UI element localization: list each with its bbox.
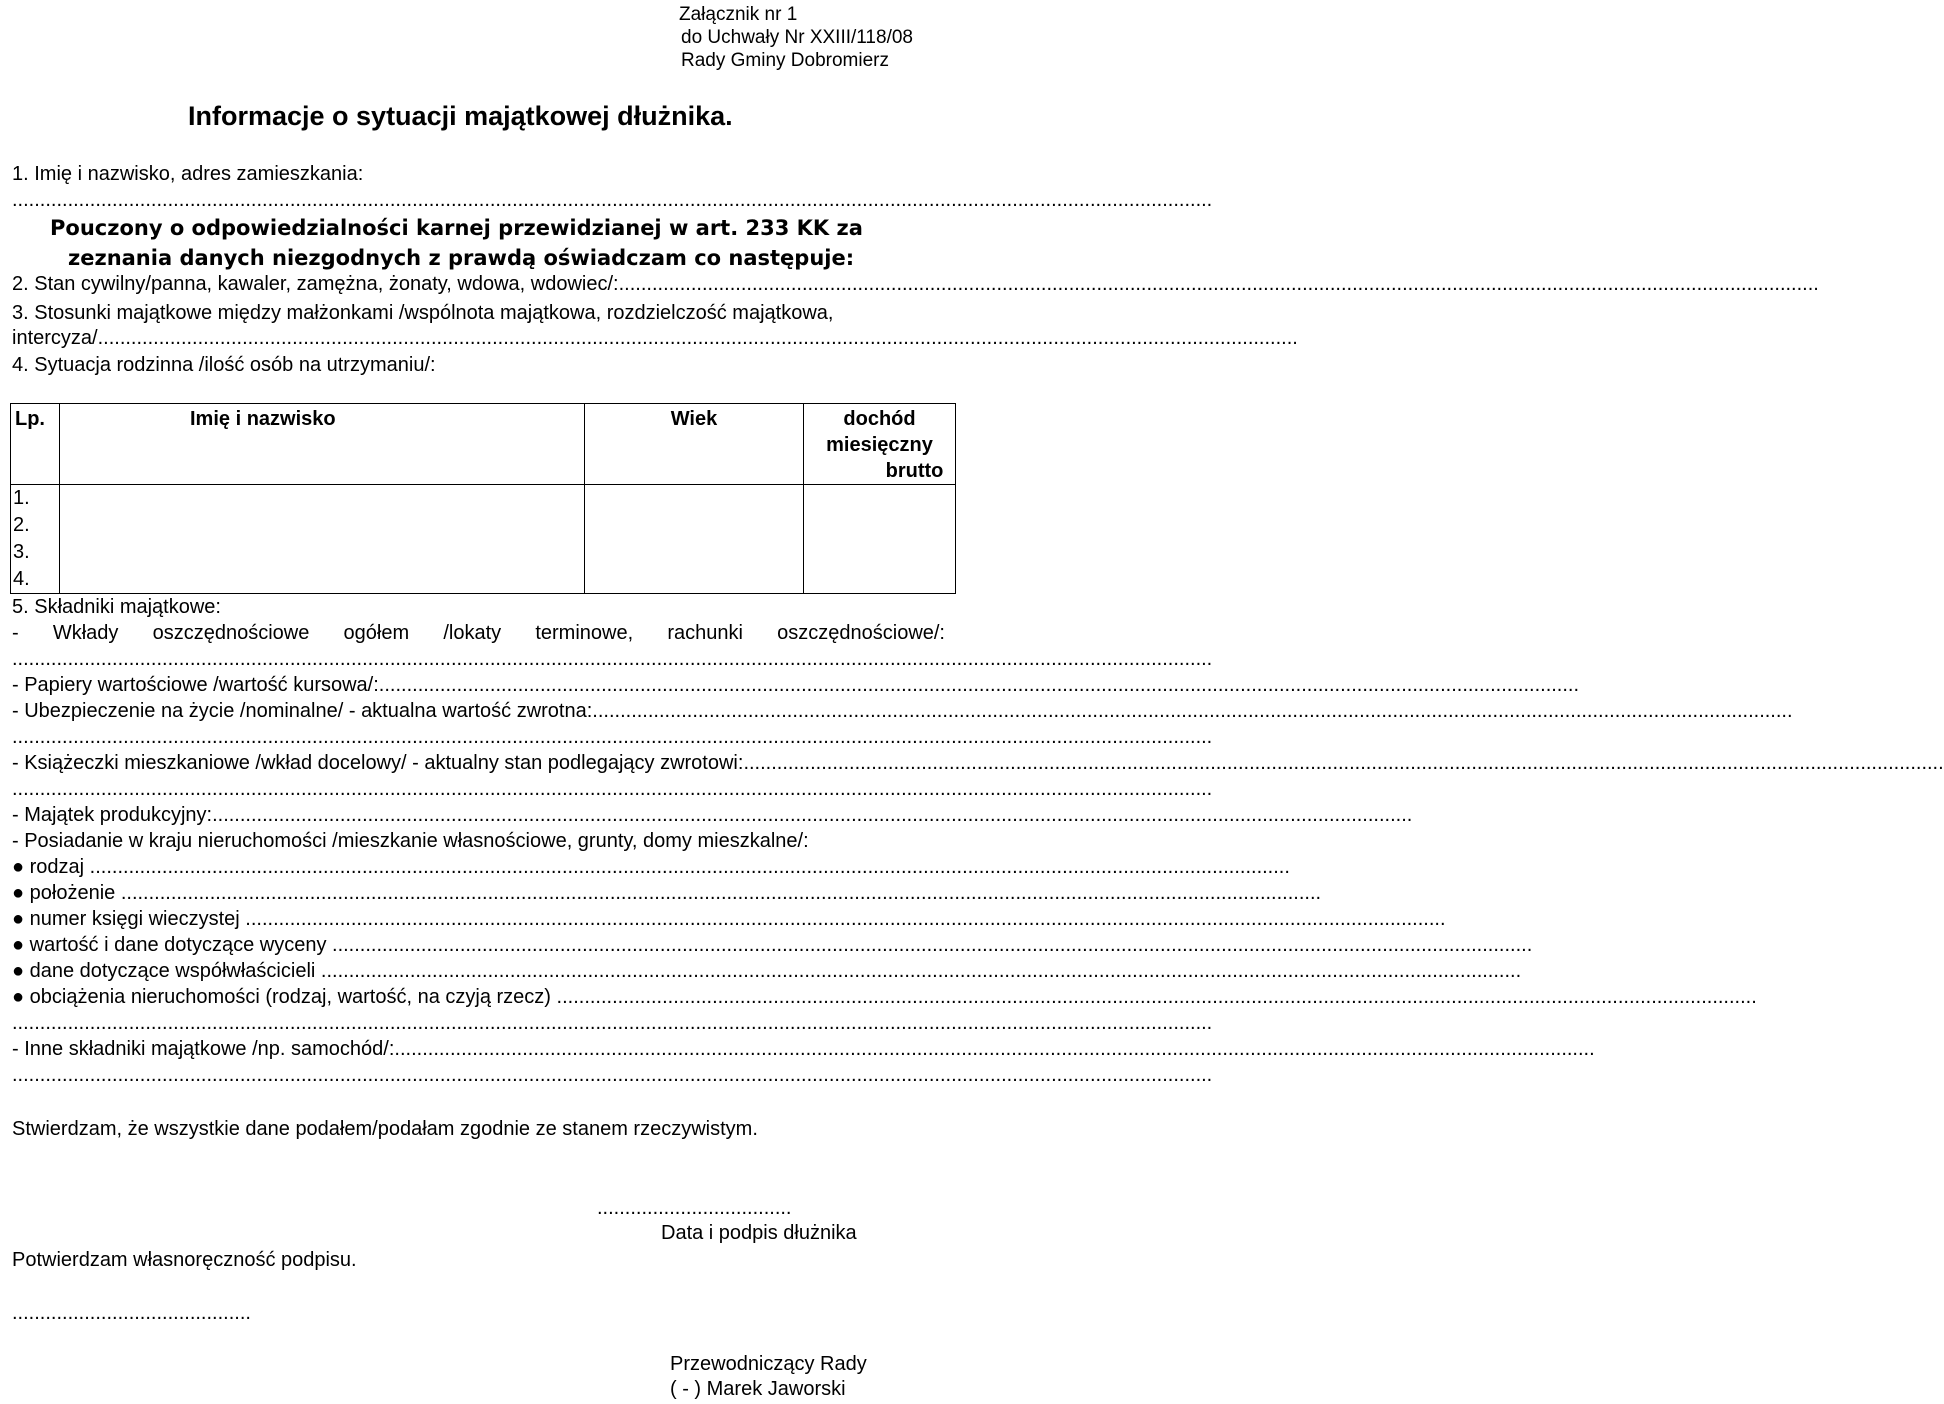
other-assets-fill-line: ........................................................................................................................................................................................................................	[12, 1064, 1213, 1086]
row-name-cell[interactable]	[60, 485, 585, 513]
other-assets-line	[12, 1037, 1595, 1061]
bullet-land-registry-label: ● numer księgi wieczystej	[12, 908, 240, 930]
item2-line	[12, 272, 1819, 296]
other-assets-label: - Inne składniki majątkowe /np. samochód/:	[12, 1038, 395, 1060]
row-age-cell[interactable]	[585, 485, 804, 513]
item2-label: 2. Stan cywilny/panna, kawaler, zamężna, żonaty, wdowa, wdowiec/:	[12, 273, 619, 295]
bullet-encumbrances-dots: ........................................................................................................................................................................................................................	[556, 986, 1757, 1008]
housing-books-dots: ........................................................................................................................................................................................................................	[743, 752, 1944, 774]
bullet-location-label: ● położenie	[12, 882, 116, 904]
item5-heading: 5. Składniki majątkowe:	[12, 596, 221, 618]
deposits-label: - Wkłady oszczędnościowe ogółem /lokaty terminowe, rachunki oszczędnościowe/:	[12, 622, 945, 644]
confirmation-dots: ...........................................	[12, 1302, 251, 1324]
income-header-line-1: dochód miesięczny	[826, 408, 933, 456]
row-number: 3.	[11, 539, 60, 566]
table-row	[11, 566, 956, 594]
bullet-encumbrances-label: ● obciążenia nieruchomości (rodzaj, wartość, na czyją rzecz)	[12, 986, 551, 1008]
row-income-cell[interactable]	[804, 539, 956, 566]
signature-label: Data i podpis dłużnika	[661, 1222, 857, 1244]
bullet-land-registry-dots: ........................................................................................................................................................................................................................	[245, 908, 1446, 930]
securities-line	[12, 673, 1580, 697]
securities-label: - Papiery wartościowe /wartość kursowa/:	[12, 674, 379, 696]
row-income-cell[interactable]	[804, 512, 956, 539]
insurance-fill-line: ........................................................................................................................................................................................................................	[12, 726, 1213, 748]
insurance-dots: ........................................................................................................................................................................................................................	[592, 700, 1793, 722]
deposits-fill-line: ........................................................................................................................................................................................................................	[12, 648, 1213, 670]
bullet-type-label: ● rodzaj	[12, 856, 85, 878]
col-name-header: Imię i nazwisko	[60, 404, 585, 485]
item3-dots: ........................................................................................................................................................................................................................	[97, 327, 1298, 349]
encumbrances-fill-line: ........................................................................................................................................................................................................................	[12, 1012, 1213, 1034]
item3-line-1: 3. Stosunki majątkowe między małżonkami /wspólnota majątkowa, rozdzielczość majątkowa,	[12, 302, 834, 324]
table-row	[11, 539, 956, 566]
real-estate-label: - Posiadanie w kraju nieruchomości /mieszkanie własnościowe, grunty, domy mieszkalne/:	[12, 830, 809, 852]
item4-label: 4. Sytuacja rodzinna /ilość osób na utrzymaniu/:	[12, 354, 436, 376]
page-title: Informacje o sytuacji majątkowej dłużnika.	[188, 101, 733, 131]
row-age-cell[interactable]	[585, 566, 804, 594]
annex-number: Załącznik nr 1	[679, 4, 798, 25]
housing-books-fill-line: ........................................................................................................................................................................................................................	[12, 778, 1213, 800]
production-assets-dots: ........................................................................................................................................................................................................................	[212, 804, 1413, 826]
statement-text: Stwierdzam, że wszystkie dane podałem/podałam zgodnie ze stanem rzeczywistym.	[12, 1118, 758, 1140]
family-table	[10, 403, 956, 594]
warning-line-2: zeznania danych niezgodnych z prawdą oświadczam co następuje:	[68, 246, 855, 270]
row-name-cell[interactable]	[60, 512, 585, 539]
production-assets-label: - Majątek produkcyjny:	[12, 804, 213, 826]
row-number: 4.	[11, 566, 60, 594]
housing-books-line	[12, 751, 1944, 775]
warning-line-1: Pouczony o odpowiedzialności karnej przewidzianej w art. 233 KK za	[50, 216, 863, 240]
bullet-type-dots: ........................................................................................................................................................................................................................	[89, 856, 1290, 878]
annex-resolution: do Uchwały Nr XXIII/118/08	[681, 27, 913, 48]
other-assets-dots: ........................................................................................................................................................................................................................	[394, 1038, 1595, 1060]
item3-line-2	[12, 326, 1298, 350]
chairman-title: Przewodniczący Rady	[670, 1353, 867, 1375]
row-name-cell[interactable]	[60, 566, 585, 594]
bullet-type-line	[12, 855, 1290, 879]
row-number: 2.	[11, 512, 60, 539]
row-income-cell[interactable]	[804, 566, 956, 594]
row-income-cell[interactable]	[804, 485, 956, 513]
col-income-header	[804, 404, 956, 485]
bullet-land-registry-line	[12, 907, 1446, 931]
signature-dots: ...................................	[597, 1197, 792, 1219]
housing-books-label: - Książeczki mieszkaniowe /wkład docelowy/ - aktualny stan podlegający zwrotowi:	[12, 752, 744, 774]
row-name-cell[interactable]	[60, 539, 585, 566]
securities-dots: ........................................................................................................................................................................................................................	[378, 674, 1580, 696]
table-row	[11, 485, 956, 513]
table-header-row	[11, 404, 956, 485]
bullet-location-line	[12, 881, 1322, 905]
bullet-valuation-dots: ........................................................................................................................................................................................................................	[332, 934, 1533, 956]
bullet-co-owners-line	[12, 959, 1522, 983]
annex-council: Rady Gminy Dobromierz	[681, 50, 889, 71]
income-header-line-2: brutto	[885, 460, 944, 482]
bullet-location-dots: ........................................................................................................................................................................................................................	[120, 882, 1322, 904]
bullet-co-owners-dots: ........................................................................................................................................................................................................................	[320, 960, 1522, 982]
item1-label: 1. Imię i nazwisko, adres zamieszkania:	[12, 163, 364, 185]
insurance-label: - Ubezpieczenie na życie /nominalne/ - aktualna wartość zwrotna:	[12, 700, 593, 722]
bullet-co-owners-label: ● dane dotyczące współwłaścicieli	[12, 960, 316, 982]
bullet-valuation-label: ● wartość i dane dotyczące wyceny	[12, 934, 327, 956]
insurance-line	[12, 699, 1793, 723]
col-age-header: Wiek	[585, 404, 804, 485]
item2-dots: ........................................................................................................................................................................................................................	[618, 273, 1819, 295]
col-lp-header: Lp.	[11, 404, 60, 485]
item3-label-cont: intercyza/	[12, 327, 98, 349]
table-row	[11, 512, 956, 539]
production-assets-line	[12, 803, 1413, 827]
confirmation-text: Potwierdzam własnoręczność podpisu.	[12, 1249, 357, 1271]
chairman-name: ( - ) Marek Jaworski	[670, 1378, 846, 1400]
bullet-encumbrances-line	[12, 985, 1757, 1009]
item1-fill-line: ........................................................................................................................................................................................................................	[12, 189, 1213, 211]
bullet-valuation-line	[12, 933, 1533, 957]
row-age-cell[interactable]	[585, 512, 804, 539]
row-number: 1.	[11, 485, 60, 513]
row-age-cell[interactable]	[585, 539, 804, 566]
